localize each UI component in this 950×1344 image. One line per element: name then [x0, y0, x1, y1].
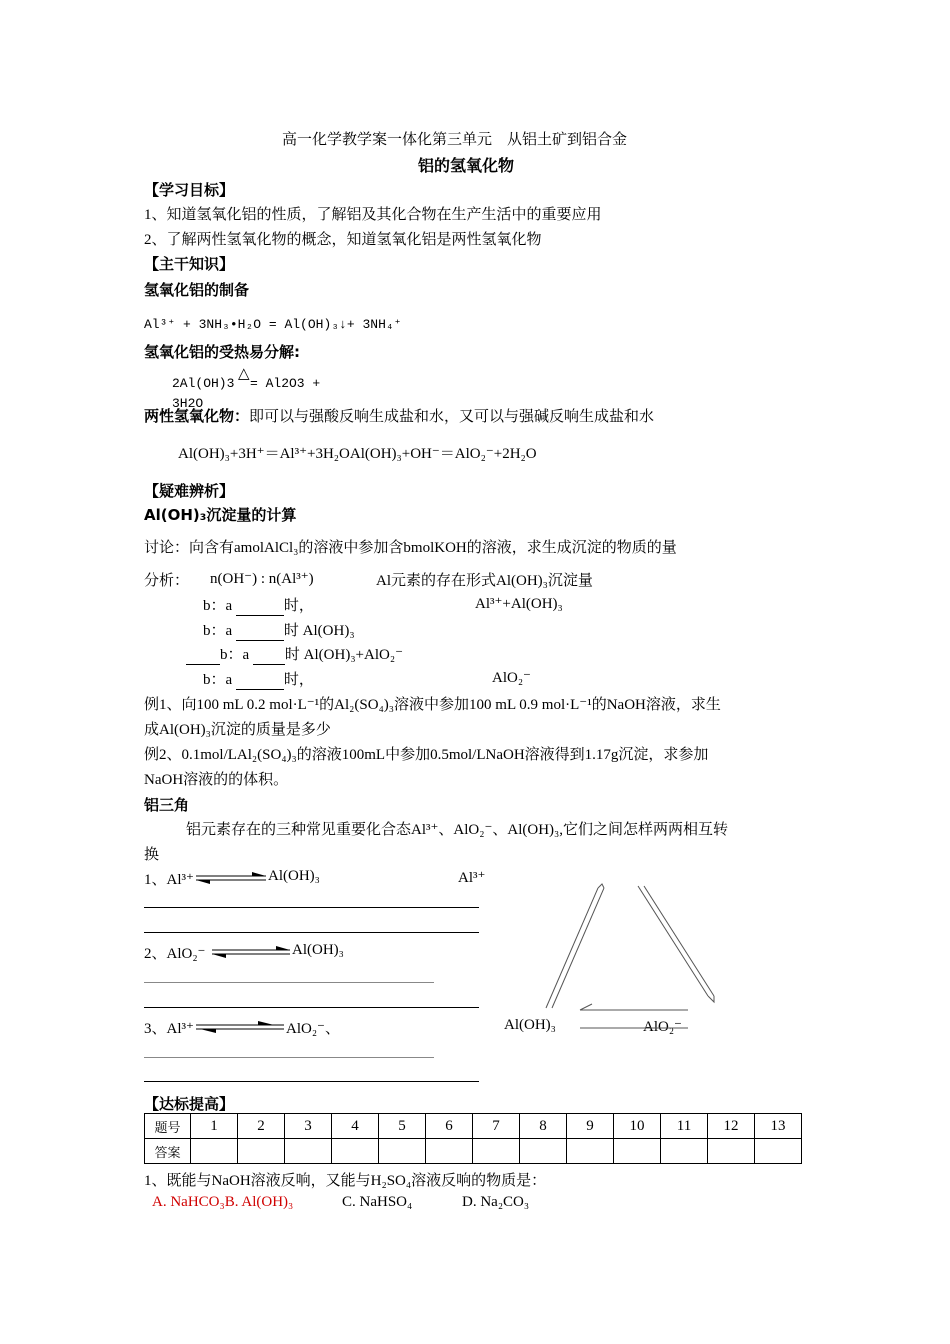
heat-sign: △ — [238, 366, 250, 382]
question-number-cell: 2 — [238, 1114, 285, 1139]
conv3-right: AlO₂⁻、 — [286, 1021, 340, 1037]
row-suffix: 时， — [283, 672, 314, 688]
goal-item-1: 1、知道氢氧化铝的性质，了解铝及其化合物在生产生活中的重要应用 — [144, 207, 602, 223]
doc-title: 高一化学教学案一体化第三单元 从铝土矿到铝合金 — [282, 132, 628, 148]
question-number-cell: 13 — [755, 1114, 802, 1139]
analysis-row-1 — [203, 594, 314, 616]
answer-cell[interactable] — [755, 1139, 802, 1164]
blank-line[interactable] — [236, 598, 284, 616]
aluminum-triangle-arrows — [540, 880, 730, 1030]
answer-line[interactable] — [144, 1007, 479, 1008]
analysis-ratio: n(OH⁻) : n(Al³⁺) — [210, 571, 314, 587]
answer-cell[interactable] — [661, 1139, 708, 1164]
arrow-line — [546, 888, 598, 1008]
decomp-eq-a: 2Al(OH)3 — [172, 376, 235, 391]
answer-cell[interactable] — [191, 1139, 238, 1164]
decomp-title: 氢氧化铝的受热易分解: — [144, 343, 300, 361]
answer-line[interactable] — [144, 907, 479, 908]
example1-line2: 成Al(OH)₃沉淀的质量是多少 — [144, 722, 331, 738]
question-number-cell: 7 — [473, 1114, 520, 1139]
double-arrow-icon — [194, 1017, 286, 1035]
double-arrow-icon — [210, 942, 292, 960]
analysis-row-4 — [203, 668, 314, 690]
arrow-line — [552, 888, 604, 1008]
table-row — [145, 1114, 802, 1139]
conv2-left: 2、AlO₂⁻ — [144, 946, 206, 962]
table-row — [145, 1139, 802, 1164]
conv2-right: Al(OH)₃ — [292, 942, 344, 958]
row-prefix: b：a — [203, 623, 236, 639]
question-number-cell: 8 — [520, 1114, 567, 1139]
conv1-right: Al(OH)₃ — [268, 868, 320, 884]
analysis-row-2 — [203, 619, 355, 641]
decomp-eq-b: = Al2O3 + — [250, 376, 321, 391]
table-header-cell: 题号 — [145, 1114, 191, 1139]
analysis-form-1: Al³⁺+Al(OH)₃ — [475, 596, 563, 612]
amphoteric-line — [144, 405, 654, 426]
practice-heading: 【达标提高】 — [144, 1095, 235, 1113]
conv3-left: 3、Al³⁺ — [144, 1021, 194, 1037]
analysis-row-3 — [186, 643, 403, 665]
answer-cell[interactable] — [520, 1139, 567, 1164]
amphoteric-equation: Al(OH)₃+3H⁺＝Al³⁺+3H₂OAl(OH)₃+OH⁻＝AlO₂⁻+2H₂O — [178, 446, 537, 462]
answer-cell[interactable] — [426, 1139, 473, 1164]
triangle-node-top: Al³⁺ — [458, 870, 486, 886]
answer-cell[interactable] — [332, 1139, 379, 1164]
row-prefix: b：a — [203, 672, 236, 688]
blank-line[interactable] — [236, 623, 284, 641]
option-a-b[interactable]: A. NaHCO₃B. Al(OH)₃ — [152, 1194, 294, 1210]
row-suffix: 时 Al(OH)₃+AlO₂⁻ — [284, 647, 403, 663]
goals-heading: 【学习目标】 — [144, 181, 235, 199]
question-number-cell: 11 — [661, 1114, 708, 1139]
answer-table — [144, 1113, 802, 1164]
decomp-eq-c: 3H2O — [172, 396, 204, 411]
triangle-intro-2: 换 — [144, 847, 160, 863]
analysis-label: 分析： — [144, 573, 190, 589]
question-number-cell: 3 — [285, 1114, 332, 1139]
answer-cell[interactable] — [567, 1139, 614, 1164]
row-prefix: b：a — [203, 598, 236, 614]
arrow-line — [638, 886, 708, 996]
prep-equation: Al³⁺ + 3NH₃•H₂O = Al(OH)₃↓+ 3NH₄⁺ — [144, 317, 402, 332]
answer-line[interactable] — [144, 932, 479, 933]
doc-subtitle: 铝的氢氧化物 — [418, 156, 515, 175]
triangle-intro-1: 铝元素存在的三种常见重要化合态Al³⁺、AlO₂⁻、Al(OH)₃,它们之间怎样两两相互转 — [186, 822, 729, 838]
difficult-heading: 【疑难辨析】 — [144, 482, 235, 500]
triangle-node-right: AlO₂⁻ — [643, 1019, 682, 1035]
answer-cell[interactable] — [379, 1139, 426, 1164]
question-number-cell: 4 — [332, 1114, 379, 1139]
question-number-cell: 6 — [426, 1114, 473, 1139]
answer-cell[interactable] — [708, 1139, 755, 1164]
prep-title: 氢氧化铝的制备 — [144, 281, 250, 299]
row-suffix: 时 Al(OH)₃ — [283, 623, 355, 639]
question-number-cell: 10 — [614, 1114, 661, 1139]
knowledge-heading: 【主干知识】 — [144, 255, 235, 273]
option-c[interactable]: C. NaHSO₄ — [342, 1194, 413, 1210]
example2-line2: NaOH溶液的的体积。 — [144, 772, 289, 788]
question-number-cell: 12 — [708, 1114, 755, 1139]
answer-cell[interactable] — [285, 1139, 332, 1164]
amphoteric-text: 即可以与强酸反响生成盐和水，又可以与强碱反响生成盐和水 — [249, 409, 655, 425]
answer-line[interactable] — [144, 1057, 434, 1058]
answer-line[interactable] — [144, 982, 434, 983]
answer-cell[interactable] — [238, 1139, 285, 1164]
option-d[interactable]: D. Na₂CO₃ — [462, 1194, 530, 1210]
row-prefix: b：a — [220, 647, 253, 663]
triangle-node-left: Al(OH)₃ — [504, 1017, 556, 1033]
example2-line1: 例2、0.1mol/LAl₂(SO₄)₃的溶液100mL中参加0.5mol/LNaOH溶液得到1.17g沉淀，求参加 — [144, 747, 709, 763]
calc-title: Al(OH)₃沉淀量的计算 — [144, 506, 297, 524]
question-1: 1、既能与NaOH溶液反响，又能与H₂SO₄溶液反响的物质是： — [144, 1173, 547, 1189]
table-header-cell: 答案 — [145, 1139, 191, 1164]
goal-item-2: 2、了解两性氢氧化物的概念，知道氢氧化铝是两性氢氧化物 — [144, 232, 542, 248]
answer-cell[interactable] — [473, 1139, 520, 1164]
blank-line[interactable] — [253, 647, 285, 665]
triangle-title: 铝三角 — [144, 796, 190, 814]
question-number-cell: 9 — [567, 1114, 614, 1139]
blank-line[interactable] — [236, 672, 284, 690]
row-suffix: 时， — [283, 598, 314, 614]
analysis-form-4: AlO₂⁻ — [492, 670, 531, 686]
answer-cell[interactable] — [614, 1139, 661, 1164]
conv1-left: 1、Al³⁺ — [144, 872, 194, 888]
double-arrow-icon — [194, 868, 268, 886]
question-number-cell: 5 — [379, 1114, 426, 1139]
analysis-head: Al元素的存在形式Al(OH)₃沉淀量 — [376, 573, 593, 589]
example1-line1: 例1、向100 mL 0.2 mol·L⁻¹的Al₂(SO₄)₃溶液中参加100 mL 0.9 mol·L⁻¹的NaOH溶液，求生 — [144, 697, 721, 713]
discussion-text: 讨论：向含有amolAlCl₃的溶液中参加含bmolKOH的溶液，求生成沉淀的物质的量 — [144, 540, 677, 556]
question-number-cell: 1 — [191, 1114, 238, 1139]
amphoteric-label: 两性氢氧化物： — [144, 407, 250, 425]
blank-line[interactable] — [186, 647, 220, 665]
answer-line[interactable] — [144, 1081, 479, 1082]
